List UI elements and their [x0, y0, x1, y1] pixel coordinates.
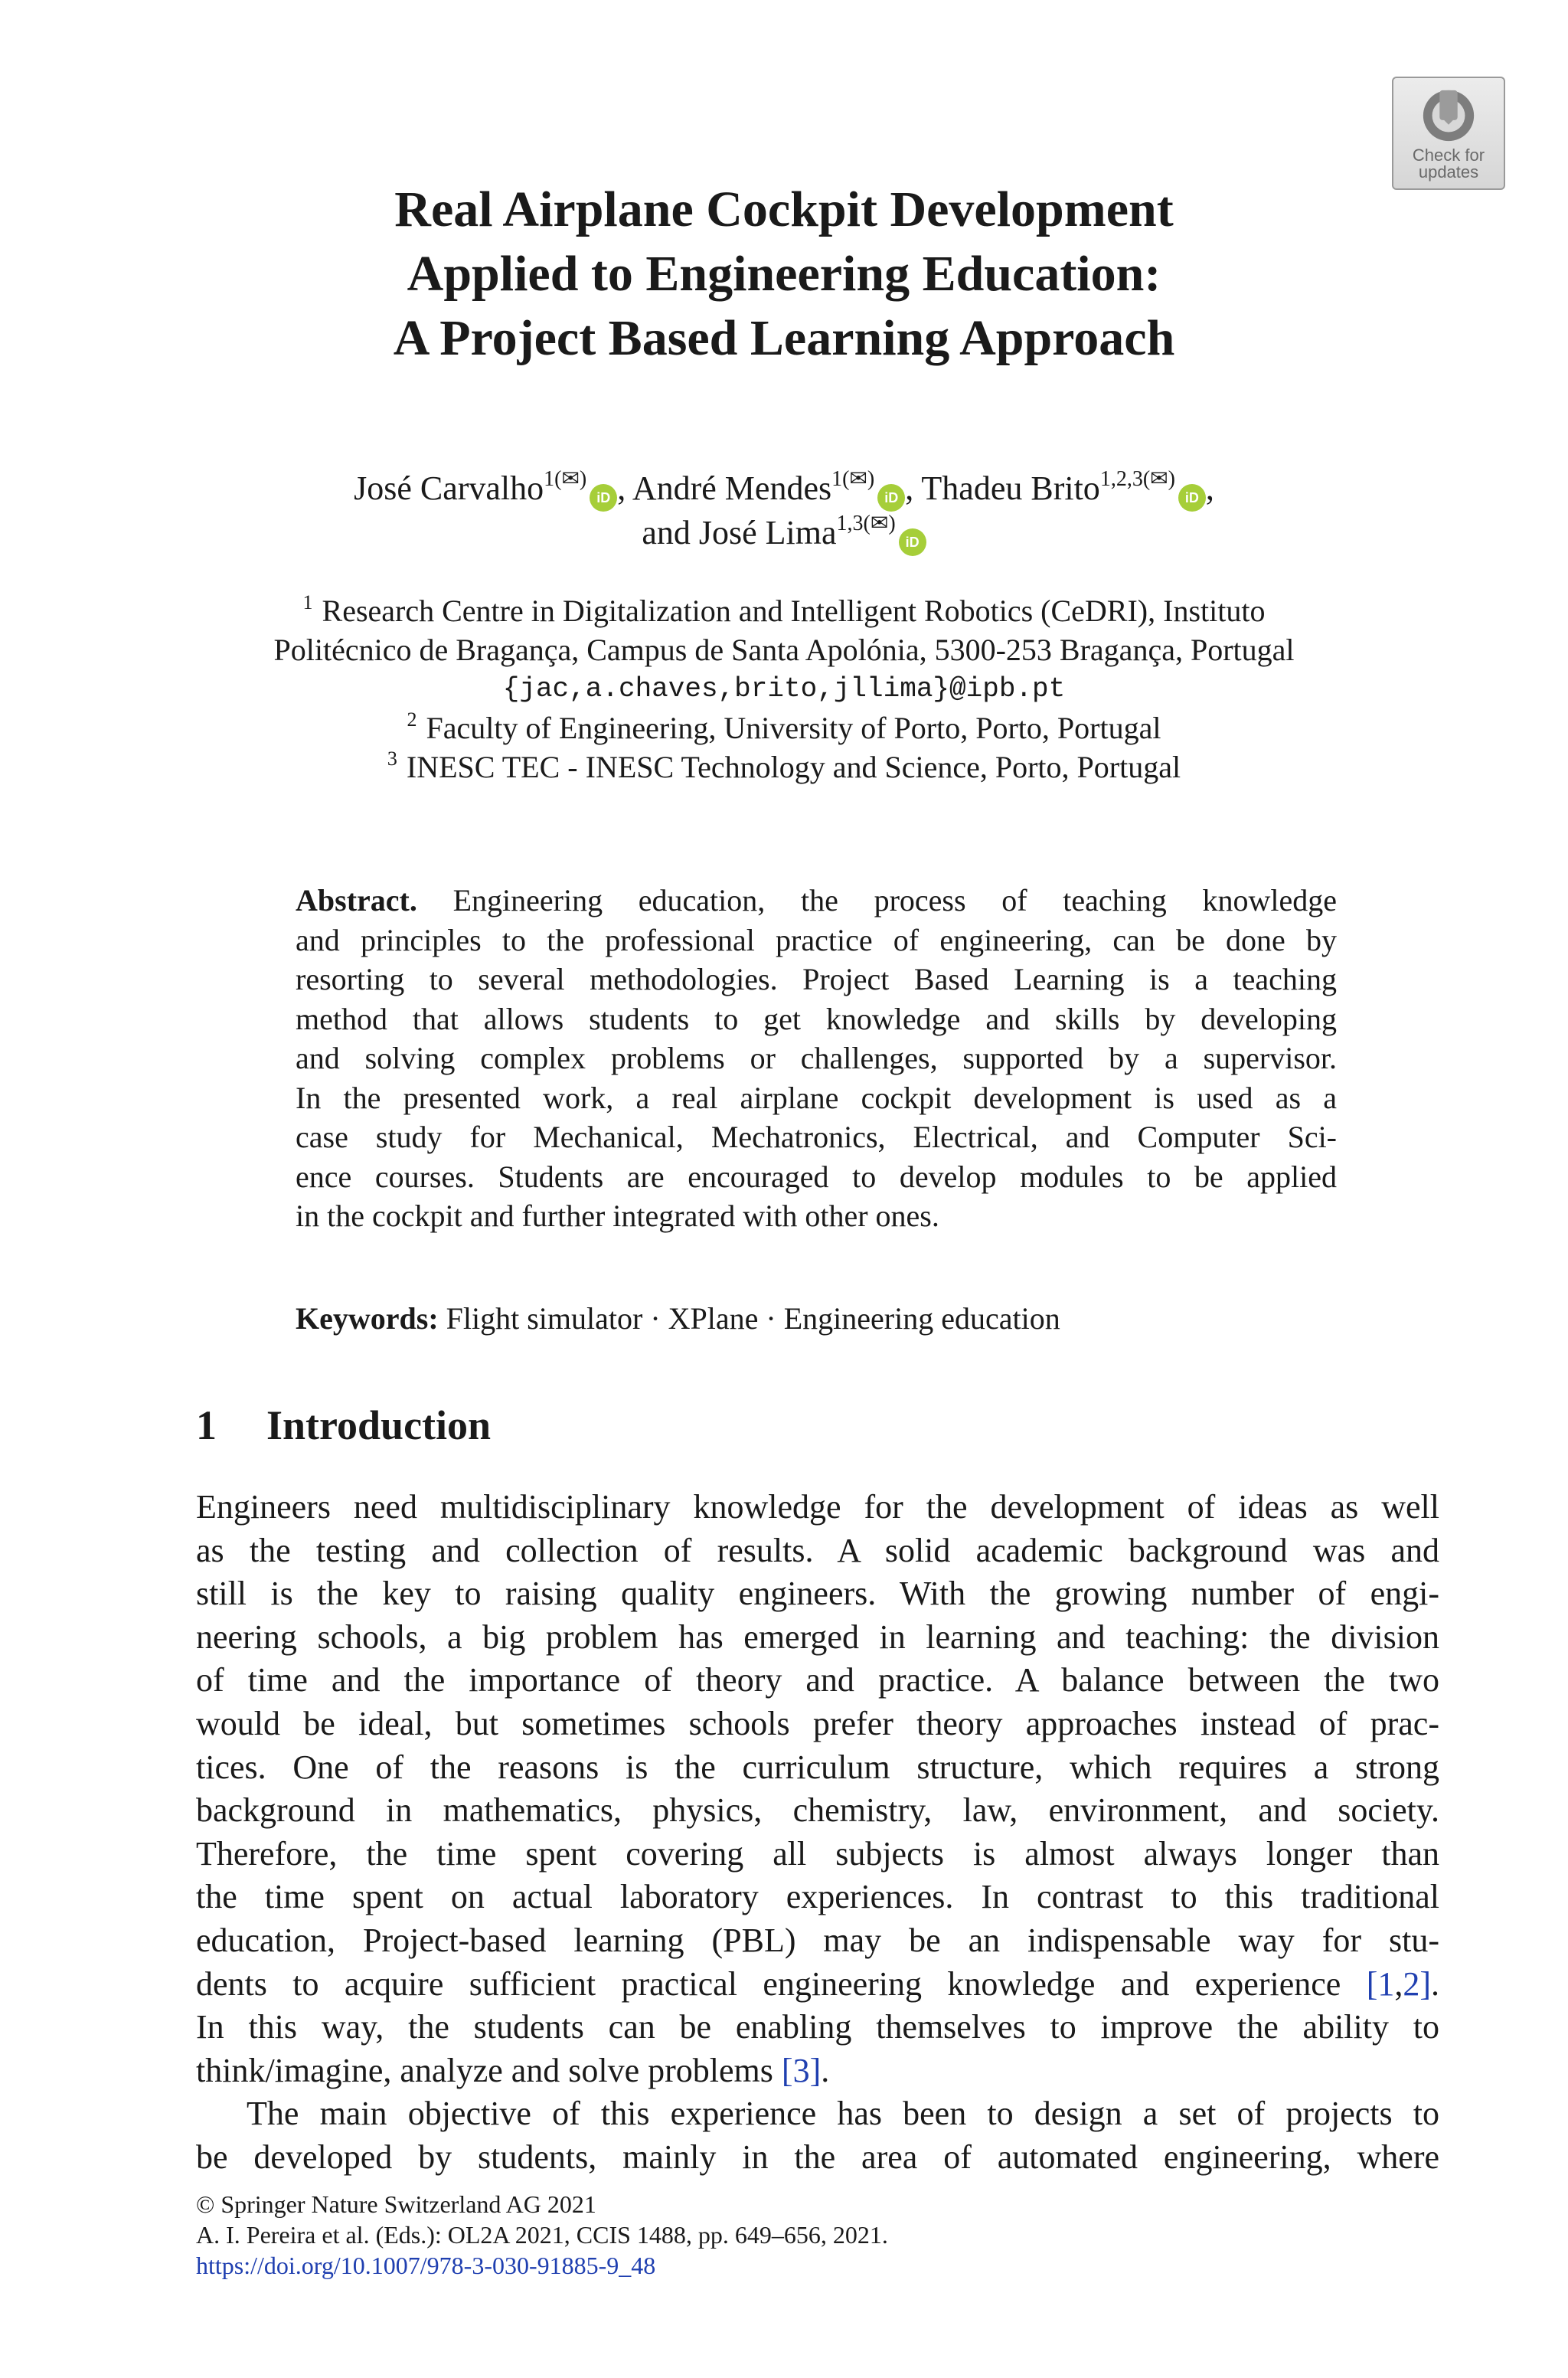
author-name: André Mendes: [632, 469, 832, 507]
title-line: Real Airplane Cockpit Development: [394, 182, 1174, 237]
author-list: José Carvalho$^{1(✉)}$iD , André Mendes$^{1(✉)}$iD , Thadeu Brito$^{1,2,3(✉)}$iD , and José Lima$^{1,3(✉)}$iD: [0, 467, 1568, 556]
body-line: tices. One of the reasons is the curriculum structure, which requires a strong: [196, 1748, 1439, 1786]
section-number: 1: [196, 1402, 217, 1448]
body-line: The main objective of this experience has been to design a set of projects to: [247, 2095, 1439, 2133]
title-line: A Project Based Learning Approach: [393, 310, 1175, 366]
doi-link[interactable]: https://doi.org/10.1007/978-3-030-91885-9_48: [196, 2252, 656, 2279]
author-affiliation: 1,3(✉): [836, 512, 896, 535]
affiliation-3: $^3$ INESC TEC - INESC Technology and Science, Porto, Portugal: [387, 747, 1181, 784]
author-emails: {jac,a.chaves,brito,jllima}@ipb.pt: [502, 673, 1066, 705]
paper-title: [0, 178, 1568, 371]
citation-link-1[interactable]: [1: [1366, 1964, 1395, 2003]
title-line: Applied to Engineering Education:: [407, 246, 1161, 302]
abstract-line: and solving complex problems or challenges, supported by a supervisor.: [296, 1041, 1337, 1075]
abstract-line: method that allows students to get knowledge and skills by developing: [296, 1001, 1337, 1036]
section-heading: [196, 1398, 491, 1452]
body-line: background in mathematics, physics, chemistry, law, environment, and society.: [196, 1791, 1439, 1830]
body-line: Therefore, the time spent covering all subjects is almost always longer than: [196, 1834, 1439, 1873]
body-line: the time spent on actual laboratory experiences. In contrast to this traditional: [196, 1878, 1439, 1916]
body-line: of time and the importance of theory and practice. A balance between the two: [196, 1661, 1439, 1699]
crossmark-icon: [1419, 86, 1478, 146]
affiliation-2: $^2$ Faculty of Engineering, University of Porto, Porto, Portugal: [407, 708, 1161, 745]
body-line: Engineers need multidisciplinary knowledge for the development of ideas as well: [196, 1488, 1439, 1526]
body-line: would be ideal, but sometimes schools prefer theory approaches instead of prac-: [196, 1704, 1439, 1742]
abstract-line: Abstract. Engineering education, the process of teaching knowledge: [296, 883, 1337, 918]
introduction-body: [196, 1486, 1439, 2180]
page-footer: [196, 2189, 888, 2281]
body-line: dents to acquire sufficient practical engineering knowledge and experience [1,2].: [196, 1964, 1439, 2003]
author-affiliation: 1(✉): [831, 467, 875, 491]
citation-link-2[interactable]: 2]: [1403, 1964, 1431, 2003]
body-line: In this way, the students can be enabling themselves to improve the ability to: [196, 2008, 1439, 2046]
affiliation-1-cont: Politécnico de Bragança, Campus de Santa Apolónia, 5300-253 Bragança, Portugal: [273, 633, 1295, 667]
keywords-label: Keywords:: [296, 1301, 439, 1336]
affiliation-1: $^1$ Research Centre in Digitalization and Intelligent Robotics (CeDRI), Instituto: [302, 591, 1266, 628]
author-conjunction: and: [642, 514, 699, 551]
body-line: as the testing and collection of results. A solid academic background was and: [196, 1531, 1439, 1569]
body-line: neering schools, a big problem has emerged in learning and teaching: the division: [196, 1617, 1439, 1656]
orcid-icon[interactable]: iD: [899, 528, 926, 556]
section-title: Introduction: [266, 1402, 492, 1448]
author-name: José Carvalho: [354, 469, 544, 507]
badge-label: Check for updates: [1412, 146, 1485, 182]
orcid-icon[interactable]: iD: [877, 484, 905, 512]
abstract-line: case study for Mechanical, Mechatronics, Electrical, and Computer Sci-: [296, 1120, 1337, 1154]
abstract-label: Abstract.: [296, 883, 417, 918]
body-line: think/imagine, analyze and solve problems [3].: [196, 2051, 830, 2089]
body-line: education, Project-based learning (PBL) may be an indispensable way for stu-: [196, 1921, 1439, 1959]
author-affiliation: 1(✉): [544, 467, 587, 491]
citation-info: A. I. Pereira et al. (Eds.): OL2A 2021, CCIS 1488, pp. 649–656, 2021.: [196, 2221, 888, 2249]
body-line: be developed by students, mainly in the area of automated engineering, where: [196, 2138, 1439, 2176]
orcid-icon[interactable]: iD: [590, 484, 617, 512]
author-name: Thadeu Brito: [921, 469, 1100, 507]
abstract-line: in the cockpit and further integrated with other ones.: [296, 1199, 939, 1233]
author-name: José Lima: [698, 514, 837, 551]
orcid-icon[interactable]: iD: [1178, 484, 1206, 512]
abstract-line: In the presented work, a real airplane cockpit development is used as a: [296, 1080, 1337, 1115]
abstract-line: resorting to several methodologies. Project Based Learning is a teaching: [296, 962, 1337, 996]
abstract: [296, 881, 1337, 1236]
body-line: still is the key to raising quality engineers. With the growing number of engi-: [196, 1575, 1439, 1613]
abstract-line: ence courses. Students are encouraged to develop modules to be applied: [296, 1159, 1337, 1194]
keywords-text: Flight simulator · XPlane · Engineering education: [438, 1301, 1060, 1336]
affiliation-list: [0, 591, 1568, 787]
check-for-updates-badge[interactable]: [1392, 77, 1505, 190]
copyright-notice: © Springer Nature Switzerland AG 2021: [196, 2190, 596, 2218]
keywords: [296, 1299, 1060, 1339]
author-affiliation: 1,2,3(✉): [1099, 467, 1175, 491]
abstract-line: and principles to the professional practice of engineering, can be done by: [296, 922, 1337, 957]
citation-link-3[interactable]: [3]: [781, 2051, 822, 2089]
